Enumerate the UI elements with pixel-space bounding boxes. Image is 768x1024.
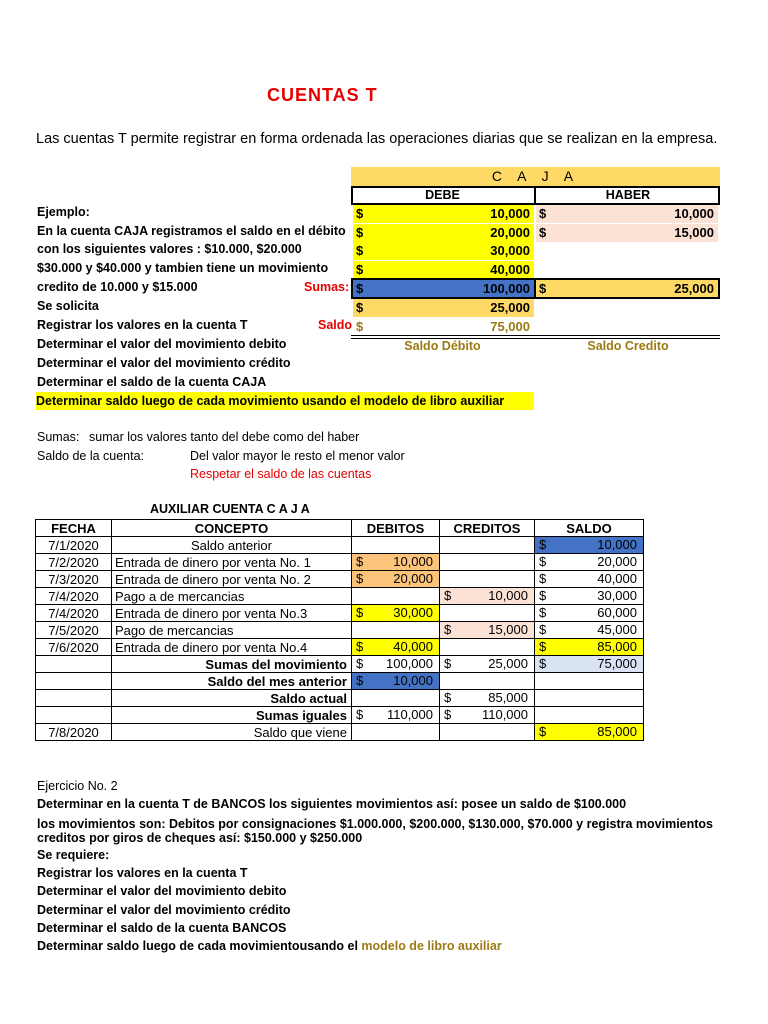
table-row: [36, 571, 644, 588]
concepto-cell: Pago de mercancias: [112, 622, 352, 639]
saldo-mes-label-cell: Saldo del mes anterior: [112, 673, 352, 690]
ejercicio-line: creditos por giros de cheques así: $150.000 y $250.000: [37, 831, 363, 845]
example-line: con los siguientes valores : $10.000, $20.000: [37, 242, 302, 256]
sumas-debe: $ 100,000: [353, 280, 534, 297]
saldo-credito-label: Saldo Credito: [587, 339, 669, 353]
page-title: CUENTAS T: [267, 85, 378, 105]
debe-entry: $ 10,000: [353, 205, 534, 223]
debito-cell: $ 10,000: [352, 554, 440, 571]
example-line: Determinar el valor del movimiento debito: [37, 337, 287, 351]
saldo-label: Saldo: [318, 318, 353, 332]
ejercicio-line: los movimientos son: Debitos por consignaciones $1.000.000, $200.000, $130.000, $70.000 y registra movimientos: [37, 817, 714, 831]
fecha-cell: 7/8/2020: [36, 724, 112, 741]
fecha-cell: 7/4/2020: [36, 605, 112, 622]
table-row: [36, 554, 644, 571]
sumas-label-cell: Sumas del movimiento: [112, 656, 352, 673]
fecha-cell: 7/6/2020: [36, 639, 112, 656]
double-rule: [351, 335, 720, 336]
saldo-cell: $ 40,000: [535, 571, 644, 588]
sumas-credito-cell: $ 25,000: [440, 656, 535, 673]
example-line: Se solicita: [37, 299, 99, 313]
saldo-cell: $ 30,000: [535, 588, 644, 605]
saldo-cell: $ 45,000: [535, 622, 644, 639]
intro-paragraph: Las cuentas T permite registrar en forma ordenada las operaciones diarias que se realizan en la empresa.: [36, 131, 718, 147]
haber-label: HABER: [605, 188, 651, 202]
concepto-cell: Saldo anterior: [112, 537, 352, 554]
aux-title: AUXILIAR CUENTA C A J A: [150, 502, 310, 516]
credito-cell: [440, 571, 535, 588]
saldo-viene-row: [36, 724, 644, 741]
note-saldo-label: Saldo de la cuenta:: [37, 449, 145, 463]
concepto-cell: Entrada de dinero por venta No.3: [112, 605, 352, 622]
col-header: FECHA: [36, 520, 112, 537]
saldo-cell: $ 85,000: [535, 639, 644, 656]
highlight-instruction: [36, 392, 534, 410]
aux-header-row: [36, 520, 644, 537]
fecha-cell: 7/5/2020: [36, 622, 112, 639]
example-line: $30.000 y $40.000 y tambien tiene un movimiento: [37, 261, 329, 275]
concepto-cell: Pago a de mercancias: [112, 588, 352, 605]
credito-cell: [440, 554, 535, 571]
debe-entry: $ 40,000: [353, 261, 534, 279]
example-line: credito de 10.000 y $15.000: [37, 280, 198, 294]
fecha-cell: 7/1/2020: [36, 537, 112, 554]
libro-auxiliar-link: modelo de libro auxiliar: [361, 939, 502, 953]
saldo-actual-label-cell: Saldo actual: [112, 690, 352, 707]
saldo-debito-label: Saldo Débito: [404, 339, 481, 353]
last-prefix: Determinar saldo luego de cada movimientousando el: [37, 939, 362, 953]
debito-cell: [352, 588, 440, 605]
highlight-text: Determinar saldo luego de cada movimiento usando el modelo de libro auxiliar: [36, 394, 505, 408]
col-header: SALDO: [535, 520, 644, 537]
debe-label: DEBE: [425, 188, 460, 202]
concepto-cell: Entrada de dinero por venta No. 1: [112, 554, 352, 571]
table-row: [36, 605, 644, 622]
credito-cell: $ 10,000: [440, 588, 535, 605]
sumas-iguales-debito-cell: $ 110,000: [352, 707, 440, 724]
sumas-row: [36, 656, 644, 673]
credito-cell: [440, 639, 535, 656]
note-sumas-text: sumar los valores tanto del debe como del haber: [89, 430, 360, 444]
fecha-cell: 7/4/2020: [36, 588, 112, 605]
example-line: En la cuenta CAJA registramos el saldo en el débito: [37, 224, 346, 238]
requiere-item: Determinar el saldo de la cuenta BANCOS: [37, 921, 287, 935]
aux-table: [35, 519, 644, 741]
haber-entry: $ 10,000: [536, 205, 718, 223]
requiere-item: Determinar el valor del movimiento debito: [37, 884, 287, 898]
note-sumas-label: Sumas:: [37, 430, 80, 444]
example-line: Ejemplo:: [37, 205, 90, 219]
debito-cell: $ 30,000: [352, 605, 440, 622]
debe-entry: $ 30,000: [353, 242, 534, 260]
credito-cell: [440, 605, 535, 622]
debito-cell: [352, 537, 440, 554]
requiere-item-last: [37, 939, 502, 953]
saldo-mes-value-cell: $ 10,000: [352, 673, 440, 690]
debito-cell: $ 40,000: [352, 639, 440, 656]
table-row: [36, 588, 644, 605]
saldo-viene-label-cell: Saldo que viene: [112, 724, 352, 741]
saldo-viene-value-cell: $ 85,000: [535, 724, 644, 741]
saldo-cell: $ 60,000: [535, 605, 644, 622]
debito-cell: $ 20,000: [352, 571, 440, 588]
haber-entry: $ 15,000: [536, 224, 718, 242]
sumas-debito-cell: $ 100,000: [352, 656, 440, 673]
sumas-label: Sumas:: [304, 280, 350, 294]
table-row: [36, 639, 644, 656]
ejercicio-line: Determinar en la cuenta T de BANCOS los siguientes movimientos así: posee un saldo de $100.000: [37, 797, 627, 811]
table-row: [36, 537, 644, 554]
sumas-iguales-credito-cell: $ 110,000: [440, 707, 535, 724]
concepto-cell: Entrada de dinero por venta No.4: [112, 639, 352, 656]
saldo-actual-value-cell: $ 85,000: [440, 690, 535, 707]
requiere-label: Se requiere:: [37, 848, 110, 862]
ejercicio-title: Ejercicio No. 2: [37, 779, 118, 793]
example-line: Registrar los valores en la cuenta T: [37, 318, 248, 332]
col-header: CREDITOS: [440, 520, 535, 537]
sumas-iguales-row: [36, 707, 644, 724]
note-respetar: Respetar el saldo de las cuentas: [190, 467, 372, 481]
example-line: Determinar el valor del movimiento crédito: [37, 356, 291, 370]
fecha-cell: 7/2/2020: [36, 554, 112, 571]
saldo-value: $ 75,000: [356, 319, 530, 334]
example-line: Determinar el saldo de la cuenta CAJA: [37, 375, 267, 389]
credito-cell: [440, 537, 535, 554]
saldo-mes-row: [36, 673, 644, 690]
requiere-item: Determinar el valor del movimiento crédito: [37, 903, 291, 917]
fecha-cell: 7/3/2020: [36, 571, 112, 588]
caja-header: C A J A: [351, 167, 720, 186]
col-header: DEBITOS: [352, 520, 440, 537]
saldo-cell: $ 20,000: [535, 554, 644, 571]
debe-entry: $ 20,000: [353, 224, 534, 242]
col-header: CONCEPTO: [112, 520, 352, 537]
sumas-haber: $ 25,000: [536, 280, 718, 297]
difference-value: $ 25,000: [353, 299, 534, 317]
credito-cell: $ 15,000: [440, 622, 535, 639]
requiere-item: Registrar los valores en la cuenta T: [37, 866, 248, 880]
concepto-cell: Entrada de dinero por venta No. 2: [112, 571, 352, 588]
sumas-iguales-label-cell: Sumas iguales: [112, 707, 352, 724]
note-saldo-text: Del valor mayor le resto el menor valor: [190, 449, 405, 463]
sumas-saldo-cell: $ 75,000: [535, 656, 644, 673]
debito-cell: [352, 622, 440, 639]
saldo-cell: $ 10,000: [535, 537, 644, 554]
saldo-actual-row: [36, 690, 644, 707]
table-row: [36, 622, 644, 639]
